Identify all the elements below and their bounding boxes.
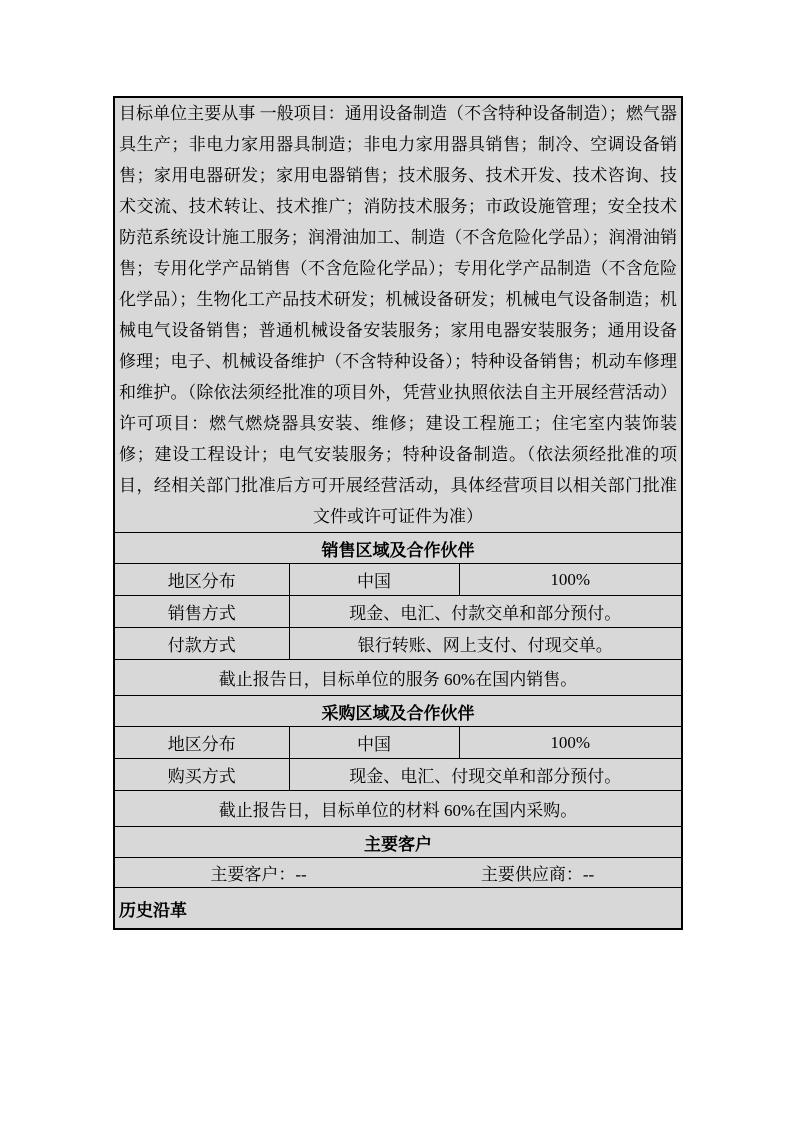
purchase-region-label: 地区分布 [114,727,289,759]
sales-payment-value: 银行转账、网上支付、付现交单。 [289,628,682,660]
purchase-method-row [114,759,682,791]
sales-note-row [114,660,682,696]
purchase-note-row [114,791,682,827]
sales-region-percent: 100% [459,564,682,596]
customers-cell [114,858,682,888]
purchase-section-header: 采购区域及合作伙伴 [114,696,682,727]
purchase-region-row [114,727,682,759]
sales-note: 截止报告日，目标单位的服务 60%在国内销售。 [114,660,682,696]
customers-section-header: 主要客户 [114,827,682,858]
business-scope-row [114,97,682,533]
purchase-note: 截止报告日，目标单位的材料 60%在国内采购。 [114,791,682,827]
main-suppliers-text: 主要供应商：-- [480,865,595,884]
customers-header-row [114,827,682,858]
sales-section-header: 销售区域及合作伙伴 [114,533,682,564]
main-customers-text: 主要客户：-- [210,865,307,884]
company-info-table [113,96,683,930]
history-row [114,888,682,930]
purchase-region-percent: 100% [459,727,682,759]
business-scope-text: 目标单位主要从事 一般项目：通用设备制造（不含特种设备制造）；燃气器具生产；非电力家用器具制造；非电力家用器具销售；制冷、空调设备销售；家用电器研发；家用电器销售；技术服务、技术开发、技术咨询、技术交流、技术转让、技术推广；消防技术服务；市政设施管理；安全技术防范系统设计施工服务；润滑油加工、制造（不含危险化学品）；润滑油销售；专用化学产品销售（不含危险化学品）；专用化学产品制造（不含危险化学品）；生物化工产品技术研发；机械设备研发；机械电气设备制造；机械电气设备销售；普通机械设备安装服务；家用电器安装服务；通用设备修理；电子、机械设备维护（不含特种设备）；特种设备销售；机动车修理和维护。（除依法须经批准的项目外，凭营业执照依法自主开展经营活动）许可项目：燃气燃烧器具安装、维修；建设工程施工；住宅室内装饰装修；建设工程设计；电气安装服务；特种设备制造。（依法须经批准的项目，经相关部门批准后方可开展经营活动，具体经营项目以相关部门批准文件或许可证件为准） [119,104,678,526]
sales-method-value: 现金、电汇、付款交单和部分预付。 [289,596,682,628]
sales-method-label: 销售方式 [114,596,289,628]
sales-header-row [114,533,682,564]
purchase-method-value: 现金、电汇、付现交单和部分预付。 [289,759,682,791]
sales-region-label: 地区分布 [114,564,289,596]
purchase-region-value: 中国 [289,727,459,759]
sales-payment-label: 付款方式 [114,628,289,660]
sales-region-row [114,564,682,596]
purchase-header-row [114,696,682,727]
customers-row [114,858,682,888]
sales-payment-row [114,628,682,660]
customers-flex [119,860,677,885]
purchase-method-label: 购买方式 [114,759,289,791]
sales-region-value: 中国 [289,564,459,596]
business-scope-cell [114,97,682,533]
sales-method-row [114,596,682,628]
history-section-header: 历史沿革 [114,888,682,930]
